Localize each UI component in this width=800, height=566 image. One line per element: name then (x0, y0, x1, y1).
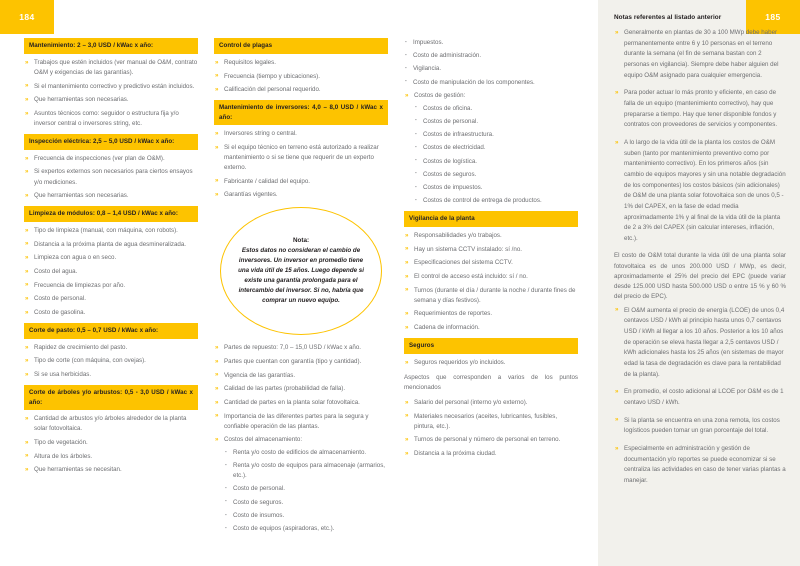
column-3 (404, 38, 578, 464)
list-item: » Inversores string o central. (214, 129, 388, 139)
sub-list-item: ▪ Vigilancia. (404, 64, 578, 74)
list-item: » Turnos de personal y número de personal en terreno. (404, 435, 578, 445)
note-item: » A lo largo de la vida útil de la planta los costos de O&M suben (tanto por mantenimiento preventivo como por mantenimiento correctivo). En los primeros años (sin cambio de equipos mayores y sin una notable degradación de los componentes) los costos básicos (sin adicionales) de O&M de una planta solar fotovoltaica son de unos 0,5 - 1% del CAPEX, en la fase de edad media aproximadamente 1% y al final de la vida útil de la planta de 2 a 3% del CAPEX (sin calcular intereses, inflación, etc.). (614, 138, 786, 245)
list-item: » Importancia de las diferentes partes para la segura y confiable operación de las plantas. (214, 412, 388, 432)
list-item: » Calificación del personal requerido. (214, 85, 388, 95)
list-item: » Cantidad de arbustos y/o árboles alrededor de la planta solar fotovoltaica. (24, 414, 198, 434)
list-item: » Costo de personal. (24, 294, 198, 304)
list-aspectos-varios (404, 398, 578, 459)
list-item: » Asuntos técnicos como: seguidor o estructura fija y/o inversor central o inversores string, etc. (24, 109, 198, 129)
list-costos-almacenamiento (224, 448, 388, 534)
list-item: » Altura de los árboles. (24, 452, 198, 462)
list-item: » Si el mantenimiento correctivo y predictivo están incluidos. (24, 82, 198, 92)
note-item: » Generalmente en plantas de 30 a 100 MWp debe haber permanentemente entre 6 y 10 personas en el terreno durante la semana (el fin de semana bastan con 2 personas en vigilancia). Siempre debe haber alguien del equipo O&M asignado para cualquier emergencia. (614, 28, 786, 81)
list-item: » Costo de gasolina. (24, 308, 198, 318)
list-item: » Garantías vigentes. (214, 190, 388, 200)
list-item: » Distancia a la próxima planta de agua desmineralizada. (24, 240, 198, 250)
list-item: » Que herramientas son necesarias. (24, 191, 198, 201)
section-heading-corte-arboles: Corte de árboles y/o arbustos: 0,5 - 3,0 USD / kWac x año: (24, 385, 198, 410)
list-seguros (404, 358, 578, 368)
list-corte-arboles (24, 414, 198, 475)
list-item: » Que herramientas son necesarias. (24, 95, 198, 105)
sublist-label-costos-gestion: Costos de gestión: (414, 91, 466, 99)
note-item: » Si la planta se encuentra en una zona remota, los costos logísticos pueden tomar un gran porcentaje del total. (614, 416, 786, 437)
sub-list-item: ▪ Impuestos. (404, 38, 578, 48)
list-item: » Limpieza con agua o en seco. (24, 253, 198, 263)
list-item: » Frecuencia (tiempo y ubicaciones). (214, 72, 388, 82)
note-item: » Especialmente en administración y gestión de documentación y/o reportes se puede economizar si se centraliza las actividades en caso de tener varias plantas a manejar. (614, 444, 786, 487)
list-item: » Distancia a la próxima ciudad. (404, 449, 578, 459)
notes-title: Notas referentes al listado anterior (614, 14, 722, 21)
sub-list-item: ▪ Costos de control de entrega de productos. (414, 196, 578, 206)
list-item: » Hay un sistema CCTV instalado: sí /no. (404, 245, 578, 255)
list-partes-repuesto (214, 343, 388, 534)
sublist-label-almacenamiento: Costos del almacenamiento: (224, 436, 303, 444)
list-vigilancia (404, 231, 578, 333)
column-2 (214, 38, 388, 539)
nota-label: Nota: (292, 236, 310, 244)
sub-list-item: ▪ Costos de electricidad. (414, 143, 578, 153)
list-item: » Partes que cuentan con garantía (tipo y cantidad). (214, 357, 388, 367)
notes-list-b (614, 306, 786, 487)
page-number-right: 185 (746, 0, 800, 34)
sub-list-item: ▪ Costos de logística. (414, 157, 578, 167)
list-item: » Requisitos legales. (214, 58, 388, 68)
section-heading-vigilancia: Vigilancia de la planta (404, 211, 578, 227)
section-heading-control-plagas: Control de plagas (214, 38, 388, 54)
section-heading-seguros: Seguros (404, 338, 578, 354)
list-item: » Si se usa herbicidas. (24, 370, 198, 380)
right-page (598, 0, 800, 566)
list-item: » Materiales necesarios (aceites, lubricantes, fusibles, pintura, etc.). (404, 412, 578, 432)
sub-list-item: ▪ Costo de seguros. (224, 498, 388, 508)
list-limpieza-modulos (24, 226, 198, 318)
nota-text: Estos datos no consideran el cambio de inversores. Un inversor en promedio tiene una vida útil de 15 años. Luego depende si existe una garantía prolongada para el intercambio del inversor. Si no, habría que comprar un nuevo equipo. (238, 246, 364, 305)
list-item: » Cadena de información. (404, 323, 578, 333)
list-item: » Si expertos externos son necesarios para ciertos ensayos y/o mediciones. (24, 167, 198, 187)
list-item-with-sublist (404, 91, 578, 206)
list-item: » Frecuencia de limpiezas por año. (24, 281, 198, 291)
left-page-columns (24, 38, 580, 542)
list-control-plagas (214, 58, 388, 95)
list-item: » Rapidez de crecimiento del pasto. (24, 343, 198, 353)
sub-list-item: ▪ Renta y/o costo de edificios de almacenamiento. (224, 448, 388, 458)
note-item: » Para poder actuar lo más pronto y eficiente, en caso de falla de un equipo (mantenimiento correctivo), hay que prepararse a tiempo. Hay que tener disponible fondos y contratos con proveedores de servicios y componentes. (614, 88, 786, 131)
sub-list-item: ▪ Costo de manipulación de los componentes. (404, 78, 578, 88)
page-number-left: 184 (0, 0, 54, 34)
sub-list-item: ▪ Costos de infraestructura. (414, 130, 578, 140)
list-item: » Calidad de las partes (probabilidad de falla). (214, 384, 388, 394)
sub-list-item: ▪ Costo de insumos. (224, 511, 388, 521)
list-item: » Tipo de limpieza (manual, con máquina, con robots). (24, 226, 198, 236)
sub-list-item: ▪ Costos de impuestos. (414, 183, 578, 193)
closing-paragraph: Aspectos que corresponden a varios de los puntos mencionados (404, 374, 578, 392)
section-heading-inspeccion-electrica: Inspección eléctrica: 2,5 – 5,0 USD / kWac x año: (24, 134, 198, 150)
list-item-with-sublist (214, 435, 388, 534)
list-item: » Fabricante / calidad del equipo. (214, 177, 388, 187)
notes-column (614, 14, 786, 494)
notes-paragraph: El costo de O&M total durante la vida útil de una planta solar fotovoltaica es de unos 200.000 USD / MWp, es decir, aproximadamente el 25% del precio del EPC (puede variar desde 125.000 USD hasta 500.000 USD o entre 15 % y 60 % del precio de EPC). (614, 252, 786, 300)
list-corte-pasto (24, 343, 198, 380)
list-item: » Si el equipo técnico en terreno está autorizado a realizar mantenimiento o si se tiene que requerir de un experto externo. (214, 143, 388, 173)
list-item: » Frecuencia de inspecciones (ver plan de O&M). (24, 154, 198, 164)
list-mantenimiento (24, 58, 198, 129)
list-mantenimiento-inversores (214, 129, 388, 200)
sub-list-item: ▪ Costo de personal. (224, 484, 388, 494)
sub-list-item: ▪ Renta y/o costo de equipos para almacenaje (armarios, etc.). (224, 461, 388, 481)
list-item: » Requerimientos de reportes. (404, 309, 578, 319)
list-item: » Vigencia de las garantías. (214, 371, 388, 381)
list-item: » Que herramientas se necesitan. (24, 465, 198, 475)
list-item: » El control de acceso está incluido: sí / no. (404, 272, 578, 282)
section-heading-mantenimiento-inversores: Mantenimiento de inversores: 4,0 – 8,0 USD / kWac x año: (214, 100, 388, 125)
note-item: » En promedio, el costo adicional al LCOE por O&M es de 1 centavo USD / kWh. (614, 387, 786, 408)
sub-list-item: ▪ Costos de seguros. (414, 170, 578, 180)
list-inspeccion-electrica (24, 154, 198, 201)
sub-list-item: ▪ Costo de equipos (aspiradoras, etc.). (224, 524, 388, 534)
list-item: » Tipo de vegetación. (24, 438, 198, 448)
note-item: » El O&M aumenta el precio de energía (LCOE) de unos 0,4 centavos USD / kWh al principio hasta unos 0,7 centavos USD / kWh al llegar a los 10 años. Posterior a los 10 años de operación se eleva hasta llegar a 2,5 centavos USD / kWh adicionales hasta los 25 años (en sistemas de mayor edad la tasa de degradación es clave para la rentabilidad de la planta). (614, 306, 786, 381)
list-costos-gestion (414, 104, 578, 207)
list-item: » Responsabilidades y/o trabajos. (404, 231, 578, 241)
list-costos-gestion-wrapper (404, 91, 578, 206)
notes-list-a (614, 28, 786, 244)
nota-callout-wrapper (214, 207, 388, 335)
section-heading-limpieza-modulos: Limpieza de módulos: 0,8 – 1,4 USD / kWac x año: (24, 206, 198, 222)
section-heading-corte-pasto: Corte de pasto: 0,5 – 0,7 USD / kWac x año: (24, 323, 198, 339)
list-continued-subitems (404, 38, 578, 88)
list-item: » Costo del agua. (24, 267, 198, 277)
list-item: » Trabajos que estén incluidos (ver manual de O&M, contrato O&M y exigencias de las garantías). (24, 58, 198, 78)
list-item: » Tipo de corte (con máquina, con ovejas). (24, 356, 198, 366)
nota-callout (220, 207, 382, 335)
sub-list-item: ▪ Costos de oficina. (414, 104, 578, 114)
list-item: » Especificaciones del sistema CCTV. (404, 258, 578, 268)
sub-list-item: ▪ Costos de personal. (414, 117, 578, 127)
list-item: » Partes de repuesto: 7,0 – 15,0 USD / kWac x año. (214, 343, 388, 353)
column-1 (24, 38, 198, 480)
list-item: » Turnos (durante el día / durante la noche / durante fines de semana y días festivos). (404, 286, 578, 306)
list-item: » Seguros requeridos y/o incluidos. (404, 358, 578, 368)
list-item: » Cantidad de partes en la planta solar fotovoltaica. (214, 398, 388, 408)
section-heading-mantenimiento: Mantenimiento: 2 – 3,0 USD / kWac x año: (24, 38, 198, 54)
sub-list-item: ▪ Costo de administración. (404, 51, 578, 61)
list-item: » Salario del personal (interno y/o externo). (404, 398, 578, 408)
nota-callout-content (235, 237, 367, 306)
